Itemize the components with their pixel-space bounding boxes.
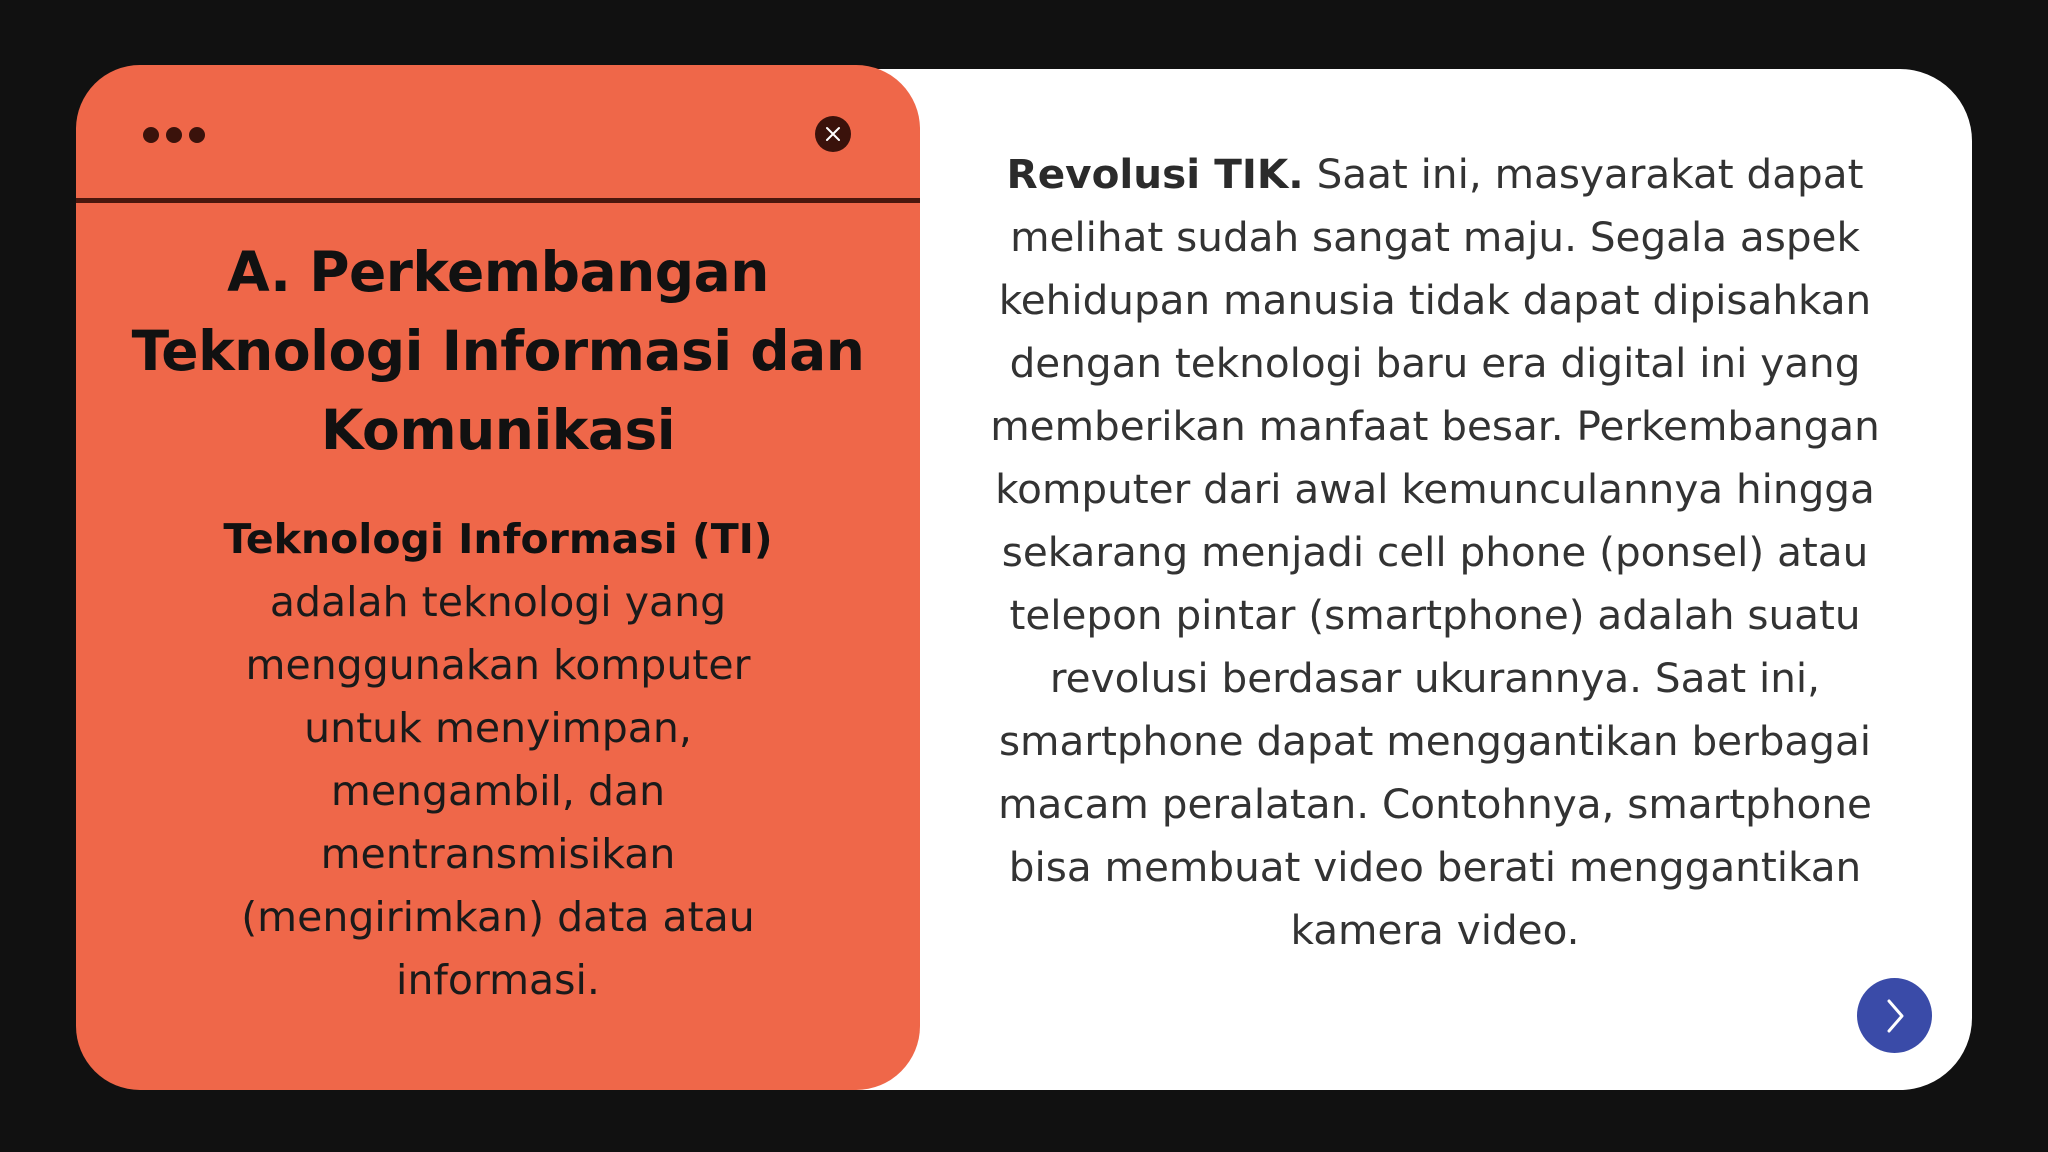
dot <box>166 127 182 143</box>
chevron-right-icon <box>1880 996 1910 1036</box>
window-content <box>116 233 880 1012</box>
close-button[interactable] <box>815 116 851 152</box>
ellipsis-icon[interactable] <box>143 127 205 143</box>
window-divider <box>76 198 920 203</box>
dot <box>189 127 205 143</box>
article-lead: Revolusi TIK. <box>1006 150 1304 198</box>
article-body: Saat ini, masyarakat dapat melihat sudah sangat maju. Segala aspek kehidupan manusia tidak dapat dipisahkan dengan teknologi baru era digital ini yang memberikan manfaat besar. Perkembangan komputer dari awal kemunculannya hingga sekarang menjadi cell phone (ponsel) atau telepon pintar (smartphone) adalah suatu revolusi berdasar ukurannya. Saat ini, smartphone dapat menggantikan berbagai macam peralatan. Contohnya, smartphone bisa membuat video berati menggantikan kamera video. <box>990 150 1880 954</box>
dot <box>143 127 159 143</box>
definition-body: adalah teknologi yang menggunakan komputer untuk menyimpan, mengambil, dan mentransmisikan (mengirimkan) data atau informasi. <box>241 578 755 1004</box>
window-titlebar <box>76 65 920 201</box>
close-icon <box>824 125 842 143</box>
article-text <box>955 143 1915 962</box>
info-window <box>76 65 920 1090</box>
definition-term: Teknologi Informasi (TI) <box>223 515 773 563</box>
section-heading: A. Perkembangan Teknologi Informasi dan Komunikasi <box>131 240 865 462</box>
next-button[interactable] <box>1857 978 1932 1053</box>
definition-text <box>188 508 808 1012</box>
